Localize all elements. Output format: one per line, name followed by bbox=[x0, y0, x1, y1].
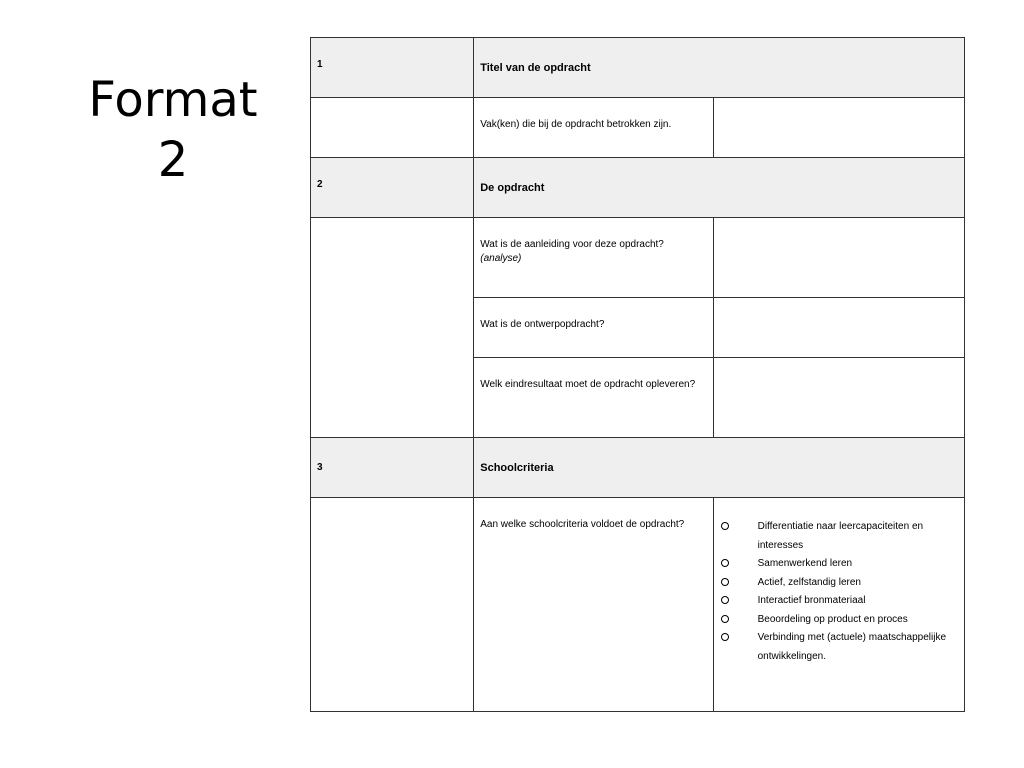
table-row bbox=[311, 498, 965, 712]
criteria-option-label: Beoordeling op product en proces bbox=[757, 613, 908, 625]
criteria-option-label: Actief, zelfstandig leren bbox=[757, 576, 861, 588]
section-2-header-row bbox=[311, 158, 965, 218]
section-3-label-cell bbox=[311, 498, 474, 712]
design-assignment-answer-cell[interactable] bbox=[713, 298, 964, 358]
end-result-answer-cell[interactable] bbox=[713, 358, 964, 438]
section-1-header-row bbox=[311, 38, 965, 98]
reason-question: Wat is de aanleiding voor deze opdracht? bbox=[480, 239, 664, 250]
criteria-option-label: Interactief bronmateriaal bbox=[757, 595, 866, 606]
criteria-option[interactable] bbox=[720, 629, 958, 666]
reason-note: (analyse) bbox=[480, 253, 522, 264]
section-1-heading: Titel van de opdracht bbox=[474, 38, 965, 98]
circle-bullet-icon bbox=[721, 633, 729, 641]
circle-bullet-icon bbox=[721, 522, 729, 530]
table-row bbox=[311, 98, 965, 158]
circle-bullet-icon bbox=[721, 615, 729, 623]
section-1-number: 1 bbox=[311, 38, 474, 98]
section-3-heading: Schoolcriteria bbox=[474, 438, 965, 498]
section-2-number: 2 bbox=[311, 158, 474, 218]
design-assignment-question: Wat is de ontwerpopdracht? bbox=[474, 298, 713, 358]
section-2-heading: De opdracht bbox=[474, 158, 965, 218]
subjects-question: Vak(ken) die bij de opdracht betrokken zijn. bbox=[474, 98, 713, 158]
criteria-list bbox=[720, 498, 958, 666]
criteria-option-label: Samenwerkend leren bbox=[757, 558, 853, 569]
criteria-option[interactable] bbox=[720, 555, 958, 574]
section-3-number: 3 bbox=[311, 438, 474, 498]
reason-answer-cell[interactable] bbox=[713, 218, 964, 298]
subjects-answer-cell[interactable] bbox=[713, 98, 964, 158]
criteria-option-label: Verbinding met (actuele) maatschappelijke ontwikkelingen. bbox=[757, 632, 947, 662]
criteria-question: Aan welke schoolcriteria voldoet de opdracht? bbox=[474, 498, 713, 712]
section-2-label-cell bbox=[311, 218, 474, 438]
section-1-label-cell bbox=[311, 98, 474, 158]
reason-question-cell bbox=[474, 218, 713, 298]
criteria-option[interactable] bbox=[720, 592, 958, 611]
criteria-option[interactable] bbox=[720, 611, 958, 630]
end-result-question: Welk eindresultaat moet de opdracht opleveren? bbox=[474, 358, 713, 438]
criteria-options-cell bbox=[713, 498, 964, 712]
assignment-format-table bbox=[310, 37, 965, 712]
criteria-option[interactable] bbox=[720, 518, 958, 555]
circle-bullet-icon bbox=[721, 578, 729, 586]
circle-bullet-icon bbox=[721, 596, 729, 604]
table-row bbox=[311, 218, 965, 298]
slide-title-line1: Format bbox=[88, 72, 258, 128]
slide-title-line2: 2 bbox=[157, 132, 189, 188]
circle-bullet-icon bbox=[721, 559, 729, 567]
slide-title bbox=[60, 70, 286, 190]
criteria-option[interactable] bbox=[720, 574, 958, 593]
section-3-header-row bbox=[311, 438, 965, 498]
criteria-option-label: Differentiatie naar leercapaciteiten en interesses bbox=[757, 521, 924, 551]
